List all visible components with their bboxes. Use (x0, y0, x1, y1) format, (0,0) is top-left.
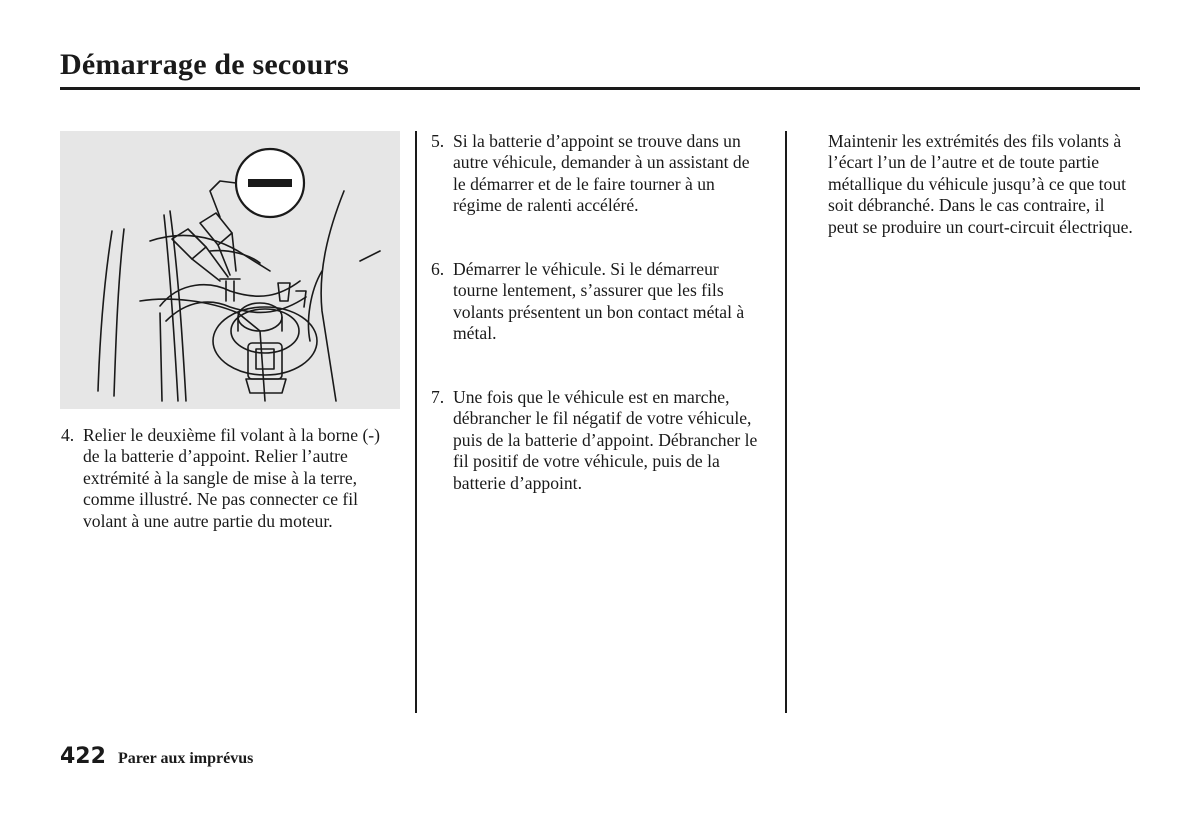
step-5-number: 5. (431, 131, 445, 151)
warning-note: Maintenir les extrémités des fils volants à l’écart l’un de l’autre et de toute partie métallique du véhicule jusqu’à ce que tout soit débranché. Dans le cas contraire, il peut se produire un court-circuit électrique. (828, 131, 1133, 237)
section-name: Parer aux imprévus (117, 750, 254, 767)
title-rule (60, 87, 1140, 90)
column-divider-left (415, 131, 417, 713)
step-7-text: Une fois que le véhicule est en marche, débrancher le fil négatif de votre véhicule, puis de la batterie d’appoint. Débrancher le fil positif de votre véhicule, puis de la batterie d’appoint. (453, 387, 758, 493)
step-4-number: 4. (61, 425, 75, 445)
step-7-number: 7. (431, 387, 445, 407)
page-title: Démarrage de secours (60, 48, 349, 81)
page-footer (60, 744, 253, 769)
minus-terminal-icon (248, 179, 292, 187)
engine-illustration (60, 131, 400, 409)
step-5-text: Si la batterie d’appoint se trouve dans un autre véhicule, demander à un assistant de le démarrer et de le faire tourner à un régime de ralenti accéléré. (453, 131, 750, 216)
step-6-number: 6. (431, 259, 445, 279)
step-4-text: Relier le deuxième fil volant à la borne (-) de la batterie d’appoint. Relier l’autre extrémité à la sangle de mise à la terre, comme illustré. Ne pas connecter ce fil volant à une autre partie du moteur. (83, 425, 381, 531)
engine-drawing (60, 131, 400, 409)
page-number: 422 (60, 744, 106, 769)
column-divider-right (785, 131, 787, 713)
step-6-text: Démarrer le véhicule. Si le démarreur tourne lentement, s’assurer que les fils volants présentent un bon contact métal à métal. (453, 259, 745, 344)
